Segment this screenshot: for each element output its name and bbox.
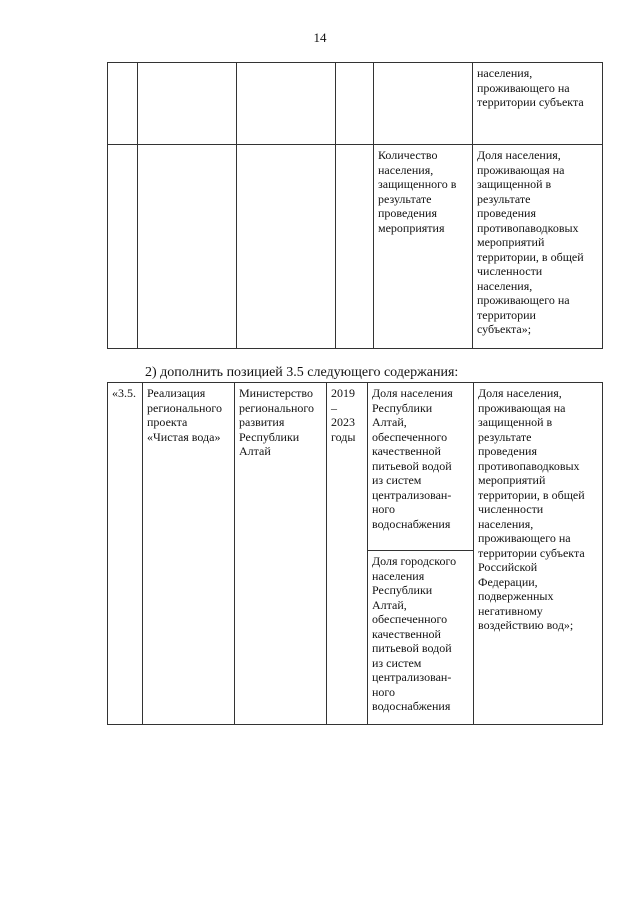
cell-line: территории субъекта — [477, 95, 584, 109]
cell-line: централизован- — [372, 670, 452, 684]
cell-line: Федерации, — [478, 574, 538, 589]
cell-line: негативному — [478, 603, 543, 618]
cell-line: противопаводковых — [477, 220, 579, 235]
table-row — [108, 63, 603, 145]
cell-line: подверженных — [478, 589, 554, 603]
cell-line: Реализация — [147, 386, 206, 400]
cell-line: проживающего на — [477, 80, 570, 95]
cell-line: Министерство — [239, 386, 313, 400]
table-cell — [138, 145, 237, 349]
cell-line: Российской — [478, 560, 538, 574]
table-cell — [336, 145, 374, 349]
cell-line: ного — [372, 502, 396, 516]
table-row — [108, 383, 603, 551]
cell-line: защищенной в — [478, 415, 553, 429]
cell-line: 2023 — [331, 415, 355, 429]
cell-line: Алтай — [239, 444, 271, 458]
cell-line: проживающая на — [478, 400, 566, 415]
cell-line: защищенной в — [477, 177, 552, 191]
cell-line: регионального — [239, 400, 315, 415]
indicator-cell — [368, 551, 474, 725]
cell-line: численности — [478, 502, 544, 516]
cell-line: проведения — [378, 206, 437, 220]
ministry-cell — [235, 383, 327, 725]
position-number-cell — [108, 383, 143, 725]
table-cell — [108, 145, 138, 349]
cell-line: населения, — [378, 162, 434, 177]
cell-line: Алтай, — [372, 597, 407, 612]
table-cell — [336, 63, 374, 145]
cell-line: централизован- — [372, 487, 452, 502]
cell-line: Республики — [372, 583, 433, 597]
cell-line: Доля населения, — [477, 148, 561, 162]
cell-line: Алтай, — [372, 415, 407, 429]
cell-line: территории, в общей — [477, 249, 584, 264]
cell-line: численности — [477, 264, 543, 278]
cell-line: водоснабжения — [372, 516, 451, 531]
cell-line: развития — [239, 415, 285, 429]
cell-line: проживающая на — [477, 162, 565, 177]
cell-line: защищенного в — [378, 177, 457, 191]
cell-line: населения, — [477, 66, 533, 80]
cell-line: «Чистая вода» — [147, 429, 221, 444]
page-number: 14 — [313, 30, 327, 45]
cell-line: результате — [378, 191, 432, 206]
cell-line: Доля населения — [372, 386, 453, 400]
cell-line: проведения — [477, 206, 536, 220]
cell-line: годы — [331, 429, 356, 444]
amendment-paragraph: 2) дополнить позицией 3.5 следующего содержания: — [145, 365, 459, 380]
cell-line: Республики — [239, 429, 300, 444]
cell-line: Доля населения, — [478, 386, 562, 400]
years-cell — [327, 383, 368, 725]
cell-line: проведения — [478, 444, 537, 458]
cell-line: результате — [477, 191, 531, 206]
indicator-cell — [374, 145, 473, 349]
cell-line: территории — [477, 307, 536, 322]
cell-line: – — [331, 400, 337, 415]
cell-line: воздействию вод»; — [478, 618, 574, 632]
cell-line: проживающего на — [478, 531, 571, 545]
table-row — [108, 145, 603, 349]
target-cell — [474, 383, 603, 725]
cell-line: Доля городского — [372, 554, 457, 568]
cell-line: качественной — [372, 626, 441, 641]
cell-line: населения, — [478, 516, 534, 531]
table-cell — [138, 63, 237, 145]
cell-line: территории субъекта — [478, 545, 585, 560]
measures-table-continued — [107, 62, 603, 349]
cell-line: ного — [372, 684, 396, 699]
project-cell — [143, 383, 235, 725]
cell-line: результате — [478, 429, 532, 444]
cell-line: проживающего на — [477, 293, 570, 307]
cell-line: населения — [372, 568, 425, 583]
cell-line: территории, в общей — [478, 487, 585, 502]
table-cell — [237, 145, 336, 349]
cell-line: населения, — [477, 278, 533, 293]
table-cell — [374, 63, 473, 145]
cell-line: Количество — [378, 148, 438, 162]
measures-table-3-5 — [107, 382, 603, 725]
cell-line: водоснабжения — [372, 699, 451, 713]
indicator-cell — [368, 383, 474, 551]
cell-line: мероприятий — [477, 235, 545, 249]
cell-line: 2019 — [331, 386, 355, 400]
cell-line: проекта — [147, 415, 188, 429]
cell-line: питьевой водой — [372, 458, 452, 473]
cell-line: из систем — [372, 655, 422, 670]
cell-line: обеспеченного — [372, 612, 448, 626]
table-cell — [108, 63, 138, 145]
cell-line: из систем — [372, 473, 422, 487]
target-cell — [473, 145, 603, 349]
target-cell — [473, 63, 603, 145]
cell-line: субъекта»; — [477, 322, 532, 336]
cell-line: противопаводковых — [478, 458, 580, 473]
cell-line: мероприятий — [478, 473, 546, 487]
cell-line: регионального — [147, 400, 223, 415]
cell-line: питьевой водой — [372, 641, 452, 655]
cell-line: качественной — [372, 444, 441, 458]
cell-line: мероприятия — [378, 220, 445, 235]
cell-line: «3.5. — [112, 386, 136, 400]
table-cell — [237, 63, 336, 145]
cell-line: Республики — [372, 400, 433, 415]
cell-line: обеспеченного — [372, 429, 448, 444]
